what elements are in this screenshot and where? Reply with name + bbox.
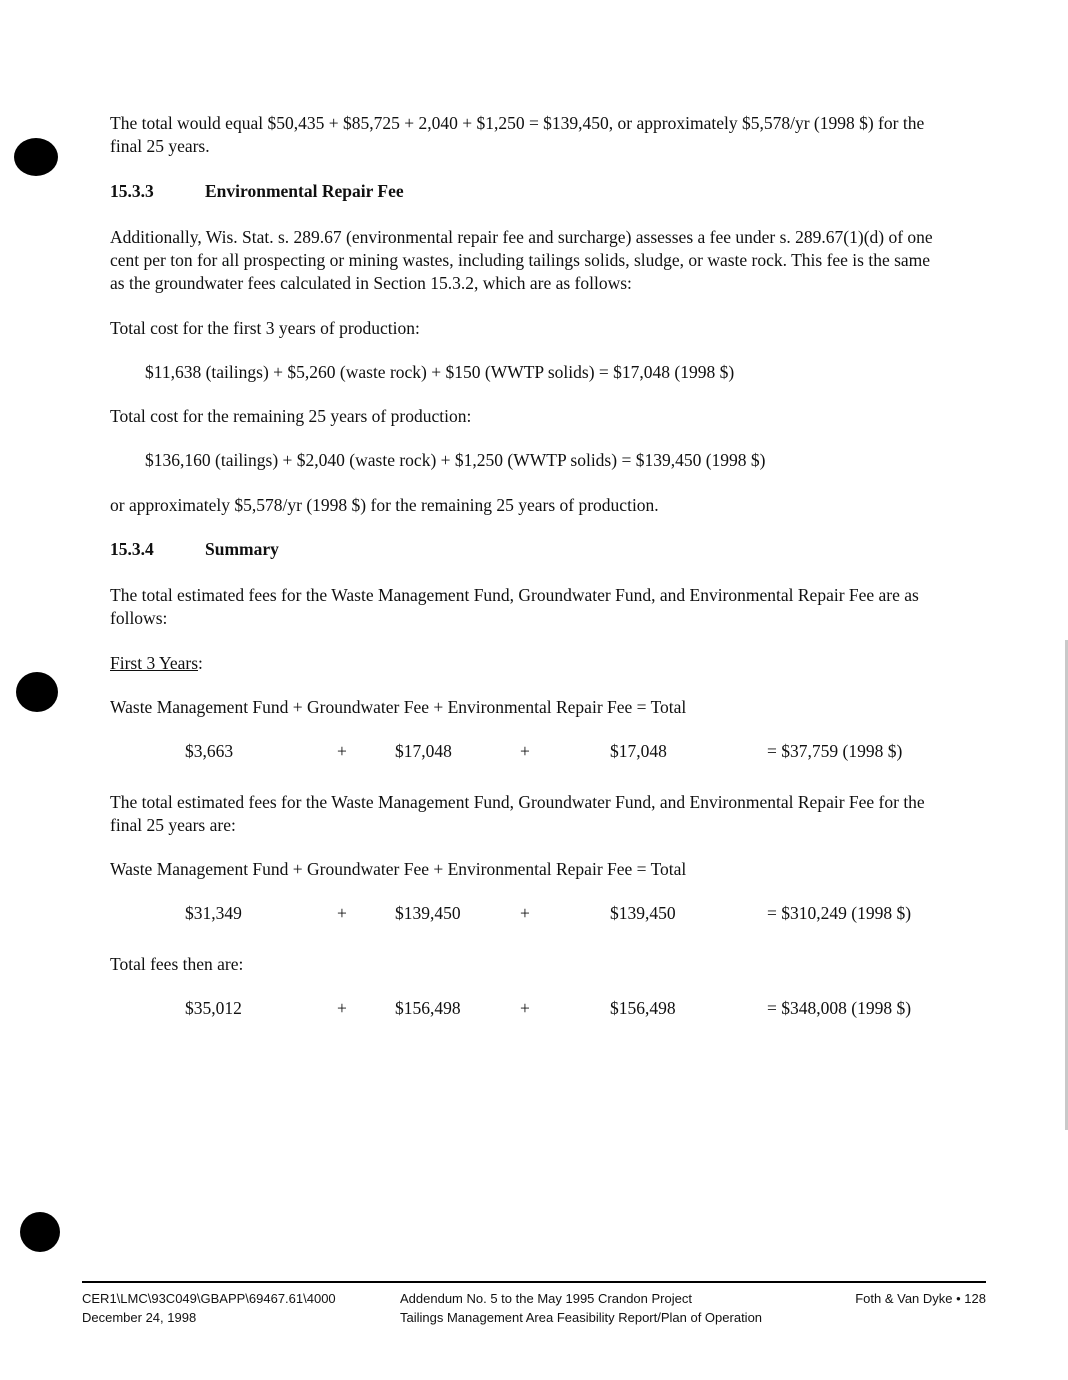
fee-formula-1: Waste Management Fund + Groundwater Fee + Environmental Repair Fee = Total (110, 696, 687, 717)
document-body (110, 112, 946, 1047)
approx-paragraph: or approximately $5,578/yr (1998 $) for the remaining 25 years of production. (110, 494, 659, 515)
fee-amount-envrepair: $17,048 (610, 741, 667, 762)
hole-punch-mark-top (14, 138, 58, 176)
plus-sign: + (337, 741, 347, 762)
plus-sign: + (337, 997, 347, 1018)
hole-punch-mark-bottom (20, 1212, 60, 1252)
fee-row-final25 (185, 902, 946, 925)
plus-sign: + (520, 903, 530, 924)
section-heading-15-3-3 (110, 180, 946, 203)
plus-sign: + (520, 741, 530, 762)
fee-amount-envrepair: $139,450 (610, 903, 676, 924)
footer-document-title (400, 1290, 855, 1328)
footer-title-line2: Tailings Management Area Feasibility Report/Plan of Operation (400, 1310, 763, 1326)
section-title: Environmental Repair Fee (205, 180, 404, 201)
fee-total: = $310,249 (1998 $) (767, 903, 912, 924)
total-fees-label: Total fees then are: (110, 953, 244, 974)
footer-date: December 24, 1998 (82, 1310, 197, 1326)
first3-years-label (110, 652, 946, 675)
fee-amount-groundwater: $156,498 (395, 997, 461, 1018)
fee-row-grand-total (185, 997, 946, 1020)
plus-sign: + (520, 997, 530, 1018)
fee-row-first3 (185, 740, 946, 763)
first3-cost-label: Total cost for the first 3 years of production: (110, 317, 420, 338)
fee-amount-wmf: $31,349 (185, 903, 242, 924)
fee-formula-2: Waste Management Fund + Groundwater Fee + Environmental Repair Fee = Total (110, 859, 687, 880)
fee-amount-envrepair: $156,498 (610, 997, 676, 1018)
footer-title-line1: Addendum No. 5 to the May 1995 Crandon Project (400, 1291, 692, 1307)
section-number: 15.3.3 (110, 180, 154, 201)
footer-file-reference (82, 1290, 400, 1328)
first3-years-colon: : (198, 652, 203, 673)
section-number: 15.3.4 (110, 538, 154, 559)
section-heading-15-3-4 (110, 538, 946, 561)
remaining-cost-label: Total cost for the remaining 25 years of production: (110, 406, 472, 427)
page-footer (82, 1281, 986, 1328)
plus-sign: + (337, 903, 347, 924)
summary-paragraph-1: The total estimated fees for the Waste Management Fund, Groundwater Fund, and Environmental Repair Fee are as follows: (110, 585, 919, 629)
fee-total: = $348,008 (1998 $) (767, 997, 912, 1018)
fee-amount-wmf: $3,663 (185, 741, 234, 762)
section-333-paragraph: Additionally, Wis. Stat. s. 289.67 (environmental repair fee and surcharge) assesses a fee under s. 289.67(1)(d) of one cent per ton for all prospecting or mining wastes, including tailings solids, sludge, or waste rock. This fee is the same as the groundwater fees calculated in Section 15.3.2, which are as follows: (110, 226, 933, 294)
intro-paragraph: The total would equal $50,435 + $85,725 + 2,040 + $1,250 = $139,450, or approximately $5,578/yr (1998 $) for the final 25 years. (110, 113, 925, 157)
remaining-cost-equation: $136,160 (tailings) + $2,040 (waste rock) + $1,250 (WWTP solids) = $139,450 (1998 $) (145, 450, 766, 471)
section-title: Summary (205, 538, 279, 559)
fee-amount-groundwater: $139,450 (395, 903, 461, 924)
fee-amount-groundwater: $17,048 (395, 741, 452, 762)
footer-divider (82, 1281, 986, 1283)
first3-years-underlined: First 3 Years (110, 652, 199, 673)
summary-paragraph-2: The total estimated fees for the Waste Management Fund, Groundwater Fund, and Environmental Repair Fee for the final 25 years are: (110, 791, 925, 835)
fee-total: = $37,759 (1998 $) (767, 741, 903, 762)
fee-amount-wmf: $35,012 (185, 997, 242, 1018)
footer-file-path: CER1\LMC\93C049\GBAPP\69467.61\4000 (82, 1291, 336, 1307)
footer-author-page-number: Foth & Van Dyke • 128 (855, 1291, 986, 1307)
hole-punch-mark-middle (16, 672, 58, 712)
first3-cost-equation: $11,638 (tailings) + $5,260 (waste rock) + $150 (WWTP solids) = $17,048 (1998 $) (145, 361, 735, 382)
